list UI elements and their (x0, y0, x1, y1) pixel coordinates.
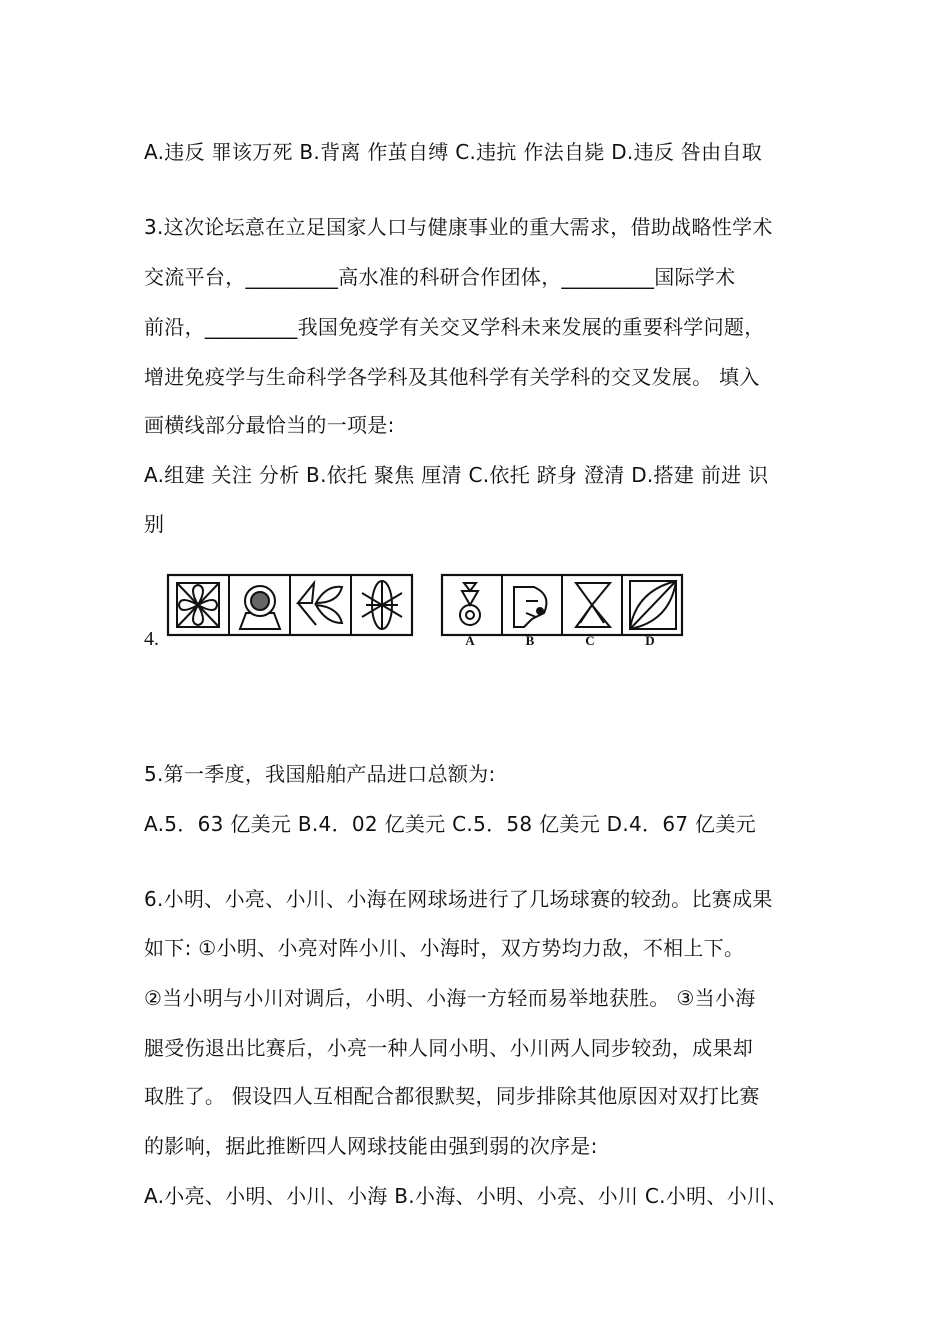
q6-line-4: 腿受伤退出比赛后，小亮一种人同小明、小川两人同步较劲，成果却 (144, 1036, 753, 1060)
q6-line-7: A.小亮、小明、小川、小海 B.小海、小明、小亮、小川 C.小明、小川、 (144, 1184, 788, 1208)
option-b-figure (514, 587, 546, 627)
option-d-label: D (645, 633, 655, 648)
option-d-figure (630, 581, 676, 629)
asterisk-figure (362, 581, 402, 629)
option-c-label: C (585, 633, 595, 648)
q3-line-2: 交流平台，_________高水准的科研合作团体，_________国际学术 (144, 265, 736, 289)
q2-options: A.违反 罪该万死 B.背离 作茧自缚 C.违抗 作法自毙 D.违反 咎由自取 (144, 140, 763, 164)
option-a-figure (460, 583, 480, 625)
q3-line-3: 前沿，_________我国免疫学有关交叉学科未来发展的重要科学问题， (144, 315, 765, 339)
q6-line-6: 的影响，据此推断四人网球技能由强到弱的次序是: (144, 1134, 598, 1158)
shaded-circle-figure (240, 586, 280, 629)
option-figure-strip (440, 573, 684, 637)
flower-figure (177, 583, 219, 627)
q3-line-5: 画横线部分最恰当的一项是: (144, 413, 395, 437)
q5-line-2: A.5．63 亿美元 B.4．02 亿美元 C.5．58 亿美元 D.4．67 亿美元 (144, 812, 756, 836)
q3-line-1: 3.这次论坛意在立足国家人口与健康事业的重大需求，借助战略性学术 (144, 215, 773, 239)
q3-line-4: 增进免疫学与生命科学各学科及其他科学有关学科的交叉发展。 填入 (144, 365, 760, 389)
q6-line-1: 6.小明、小亮、小川、小海在网球场进行了几场球赛的较劲。比赛成果 (144, 887, 773, 911)
q4-figure (144, 570, 704, 650)
leaf-figure (298, 583, 342, 625)
q6-line-2: 如下: ①小明、小亮对阵小川、小海时，双方势均力敌，不相上下。 (144, 936, 745, 960)
q3-line-7: 别 (144, 512, 165, 536)
q5-line-1: 5.第一季度，我国船舶产品进口总额为: (144, 762, 496, 786)
question-figure-strip (166, 573, 414, 637)
option-b-label: B (525, 633, 535, 648)
q3-line-6: A.组建 关注 分析 B.依托 聚焦 厘清 C.依托 跻身 澄清 D.搭建 前进 识 (144, 463, 769, 487)
q6-line-5: 取胜了。 假设四人互相配合都很默契，同步排除其他原因对双打比赛 (144, 1084, 760, 1108)
q4-number: 4. (144, 628, 159, 650)
option-a-label: A (465, 633, 475, 648)
option-c-figure (576, 583, 610, 627)
q6-line-3: ②当小明与小川对调后，小明、小海一方轻而易举地获胜。 ③当小海 (144, 986, 756, 1010)
